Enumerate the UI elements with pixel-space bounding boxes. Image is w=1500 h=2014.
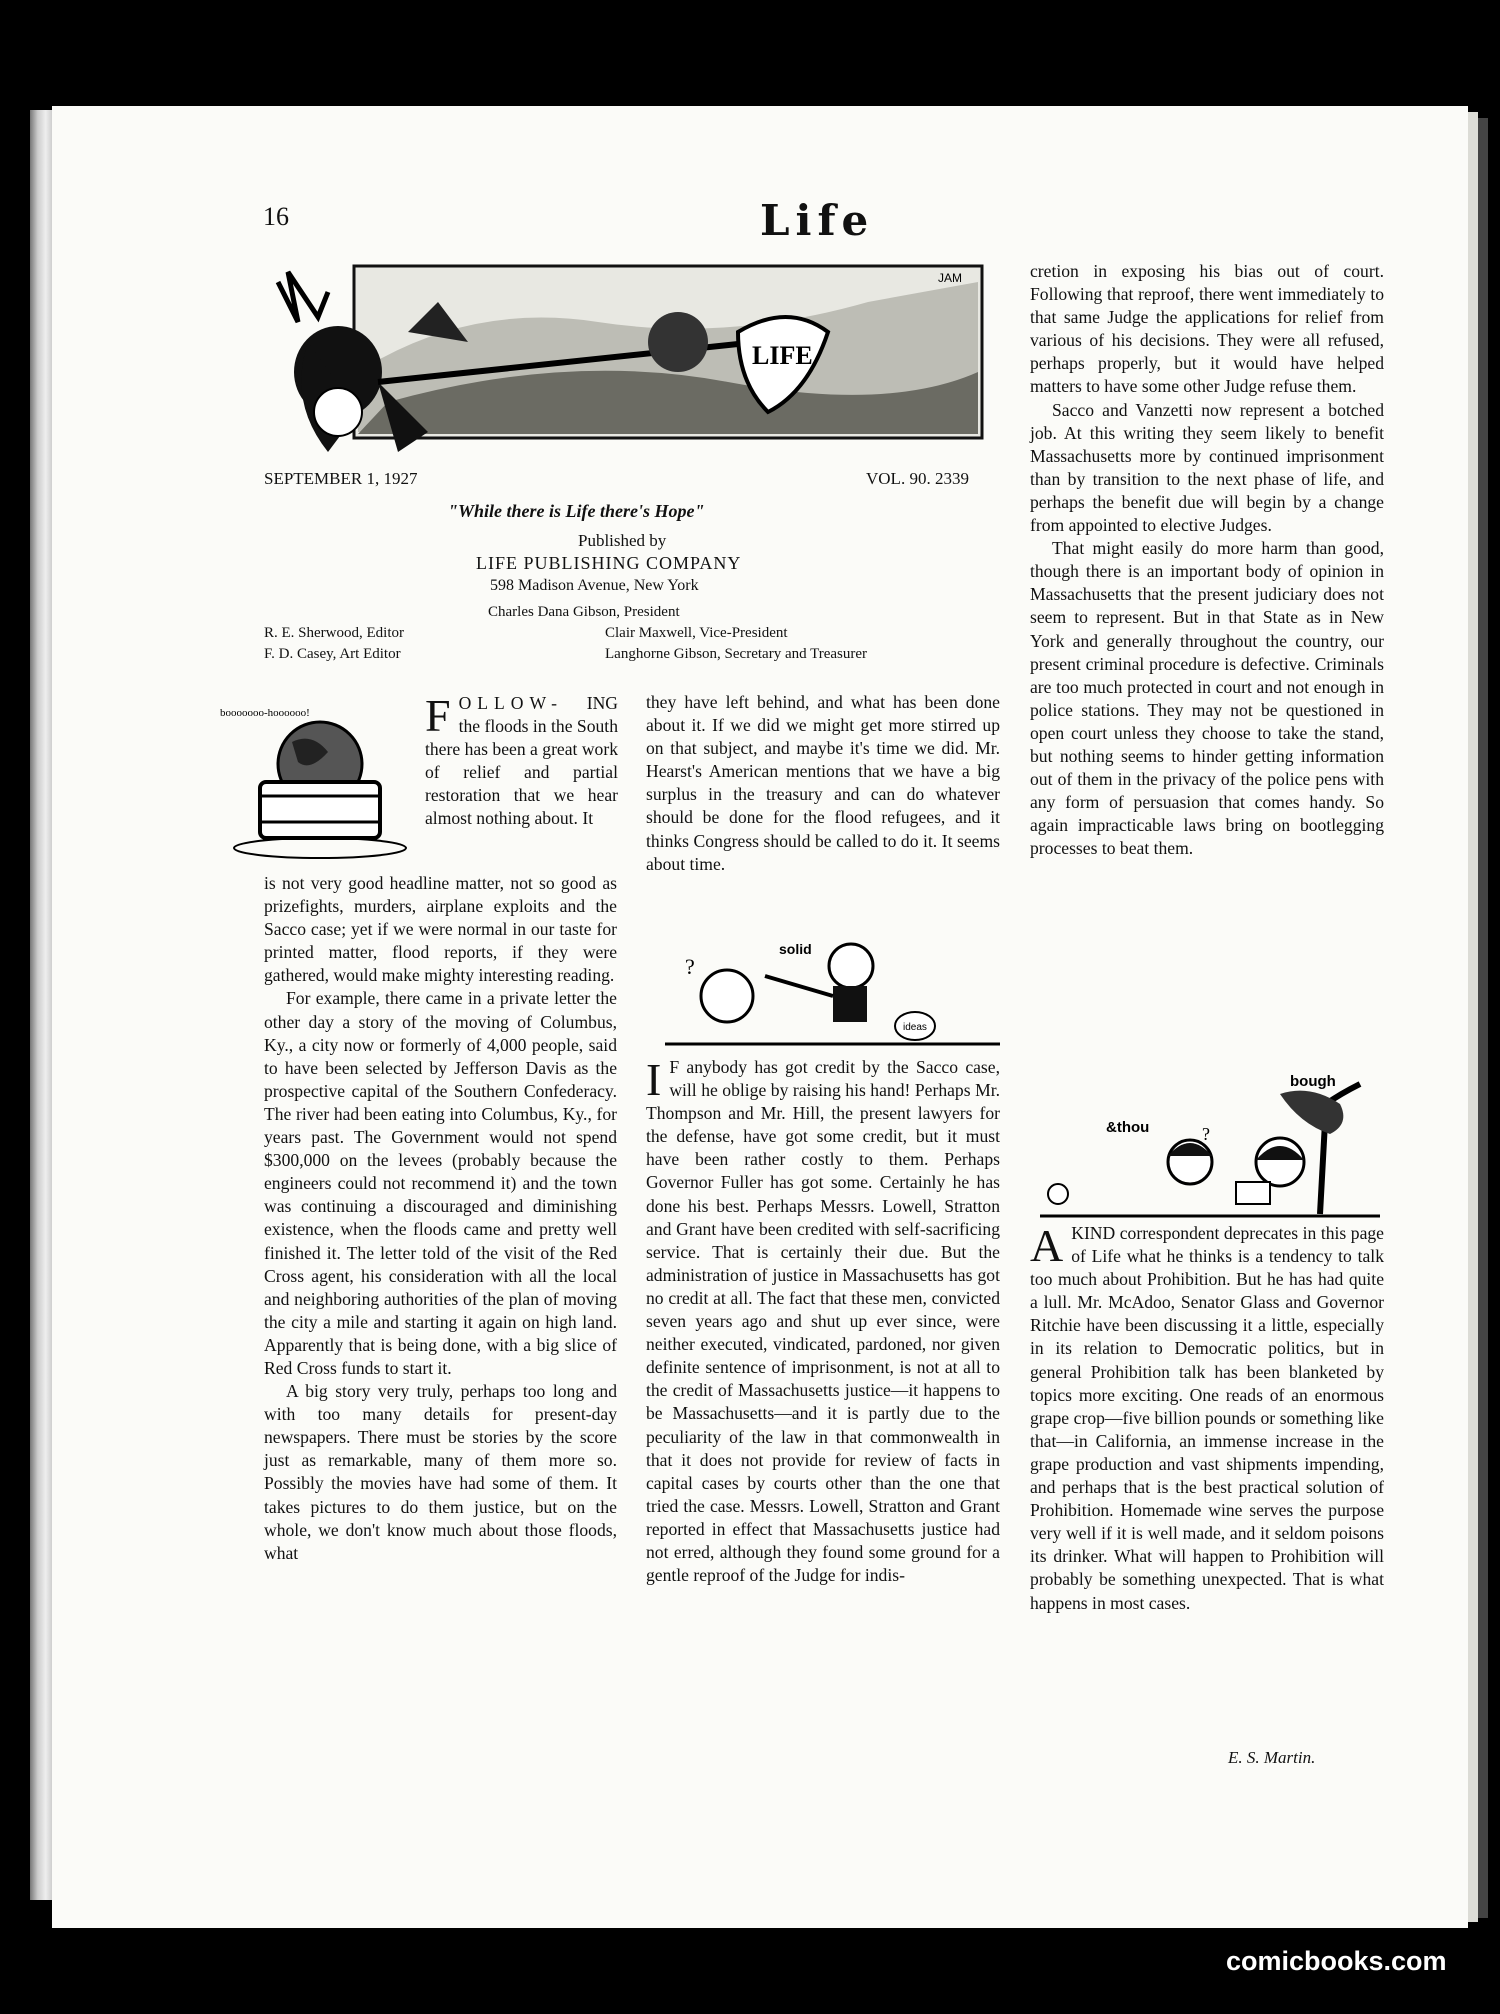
banner-shield-text: LIFE (752, 341, 813, 370)
thou-caption: &thou (1106, 1119, 1150, 1136)
watermark: comicbooks.com (1226, 1946, 1447, 1976)
motto: "While there is Life there's Hope" (448, 501, 705, 521)
secretary-credit: Langhorne Gibson, Secretary and Treasurer (605, 646, 868, 662)
article1-paragraph: they have left behind, and what has been done about it. If we did we might get more stirred up on that subject, and maybe it's time we did. Mr. Hearst's American mentions that we have a big surplus in the treasury and can do whatever should be done for the flood refugees, and it thinks Congress should be called to do it. It seems about time. (646, 692, 1000, 874)
article2-paragraph: cretion in exposing his bias out of court. Following that reproof, there went immediately to that same Judge the applications for relief from various of his decisions. They were all refused, perhaps properly, but it would have helped matters to have some other Judge refuse them. (1030, 261, 1384, 397)
author-signature: E. S. Martin. (1228, 1748, 1316, 1767)
banner-signature: JAM (938, 271, 962, 285)
question-mark: ? (685, 954, 695, 979)
article1-lines-beside-art: ING the floods in the South there has been a great work of relief and partial restoration that we hear almost nothing about. It (425, 693, 618, 829)
article1-column1 (264, 872, 617, 1565)
article1-column2 (646, 691, 1000, 876)
article2-drop-cap: I (646, 1054, 662, 1105)
volume-number: VOL. 90. 2339 (866, 469, 969, 488)
article1-paragraph: is not very good headline matter, not so good as prizefights, murders, airplane exploits and the Sacco case; yet if we were normal in our taste for printed matter, flood reports, if they were gathered, would make mighty interesting reading. (264, 873, 617, 986)
article2-paragraph: Sacco and Vanzetti now represent a botched job. At this writing they seem likely to benefit Massachusetts more by continued imprisonment than by transition to the next phase of life, and perhaps the benefit due will begin by a change from appointed to elective Judges. (1030, 399, 1384, 536)
article3-column3 (1030, 1222, 1384, 1615)
article2-paragraph: F anybody has got credit by the Sacco case, will he oblige by raising his hand! Perhaps Mr. Thompson and Mr. Hill, the present lawyers for the defense, have got some credit, but it must have been rather costly to them. Perhaps Governor Fuller has got some. Certainly he has done his best. Perhaps Messrs. Lowell, Stratton and Grant have been credited with self-sacrificing service. That is certainly their due. But the administration of justice in Massachusetts has got no credit at all. The fact that these men, convicted seven years ago and shut up ever since, were neither executed, vindicated, pardoned, nor given definite sentence of imprisonment, is not at all to the credit of Massachusetts justice—it happens to be Massachusetts—and it is partly due to the peculiarity of the law in that commonwealth in that it does not provide for review of facts in capital cases by courts other than the one that tried the case. Messrs. Lowell, Stratton and Grant reported in effect that Massachusetts justice had not erred, although they found some ground for a gentle reproof of the Judge for indis- (646, 1057, 1000, 1586)
solid-bag-label: ideas (903, 1022, 927, 1033)
tub-cartoon (220, 692, 415, 862)
article3-paragraph: KIND correspondent deprecates in this page of Life what he thinks is a tendency to talk too much about Prohibition. But he has had quite a lull. Mr. McAdoo, Senator Glass and Governor Ritchie have been discussing it a little, especially in its relation to Democratic politics, but in general Prohibition talk has been blanketed by topics more exciting. One reads of an enormous grape crop—five billion pounds or something like that—in California, an immense increase in the grape production and vast shipments impending, and perhaps that is the best practical solution of Prohibition. Homemade wine serves the purpose very well if it is well made, and it seldom poisons its drinker. What will happen to Prohibition will probably be something unexpected. That is what happens in most cases. (1030, 1223, 1384, 1613)
issue-date: SEPTEMBER 1, 1927 (264, 469, 418, 488)
vice-president-credit: Clair Maxwell, Vice-President (605, 625, 788, 641)
solid-cartoon (665, 926, 1000, 1048)
bough-caption: bough (1290, 1073, 1336, 1090)
published-by: Published by (578, 531, 667, 550)
art-editor-credit: F. D. Casey, Art Editor (264, 646, 401, 662)
page-edge-shadow (1478, 118, 1488, 1918)
article1-paragraph: For example, there came in a private letter the other day a story of the moving of Columbus, Ky., a city now or formerly of 4,000 people, said to have been selected by Jefferson Davis as the prospective capital of the Southern Confederacy. The river had been eating into Columbus, Ky., for years past. The Government would not spend $300,000 on the levees (probably because the engineers could not recommend it) and the town was continuing a discouraged and diminishing existence, when the floods came and pretty well finished it. The letter told of the visit of the Red Cross agent, his consideration with all the local and neighboring authorities of the plan of moving the city a mile and starting it again on high land. Apparently that is being done, with a big slice of Red Cross funds to start it. (264, 988, 617, 1378)
article1-first-word: OLLOW- (458, 693, 563, 713)
masthead-title: Life (760, 196, 875, 245)
article3-drop-cap: A (1030, 1220, 1064, 1271)
bough-cartoon (1040, 1064, 1380, 1220)
article1-opening (425, 692, 618, 831)
page-number: 16 (263, 202, 289, 231)
article2-column3 (1030, 260, 1384, 860)
tub-caption: booooooo-hoooooo! (220, 707, 310, 719)
article1-drop-cap: F (425, 690, 451, 741)
thou-question-mark: ? (1202, 1124, 1210, 1144)
company-name: LIFE PUBLISHING COMPANY (476, 553, 742, 573)
article1-paragraph: A big story very truly, perhaps too long and with too many details for present-day newspapers. There must be stories by the score just as remarkable, many of them more so. Possibly the movies have had some of them. It takes pictures to do them justice, but on the whole, we don't know much about those floods, what (264, 1381, 617, 1563)
solid-caption: solid (779, 941, 812, 957)
editor-credit: R. E. Sherwood, Editor (264, 625, 404, 641)
banner-illustration (268, 262, 988, 462)
company-address: 598 Madison Avenue, New York (490, 577, 699, 594)
article2-column2 (646, 1056, 1000, 1587)
president-credit: Charles Dana Gibson, President (488, 604, 680, 620)
article2-paragraph: That might easily do more harm than good, though there is an important body of opinion in Massachusetts that the present judiciary does not seem to represent. But in that State as in New York and generally throughout the country, our present criminal procedure is defective. Criminals are too much protected in court and not enough in police stations. They may not be questioned in open court unless they choose to take the stand, but nothing seems to hinder getting information out of them in the privacy of the police pens with any form of persuasion that comes handy. So again impracticable laws bring on bootlegging processes to beat them. (1030, 538, 1384, 859)
